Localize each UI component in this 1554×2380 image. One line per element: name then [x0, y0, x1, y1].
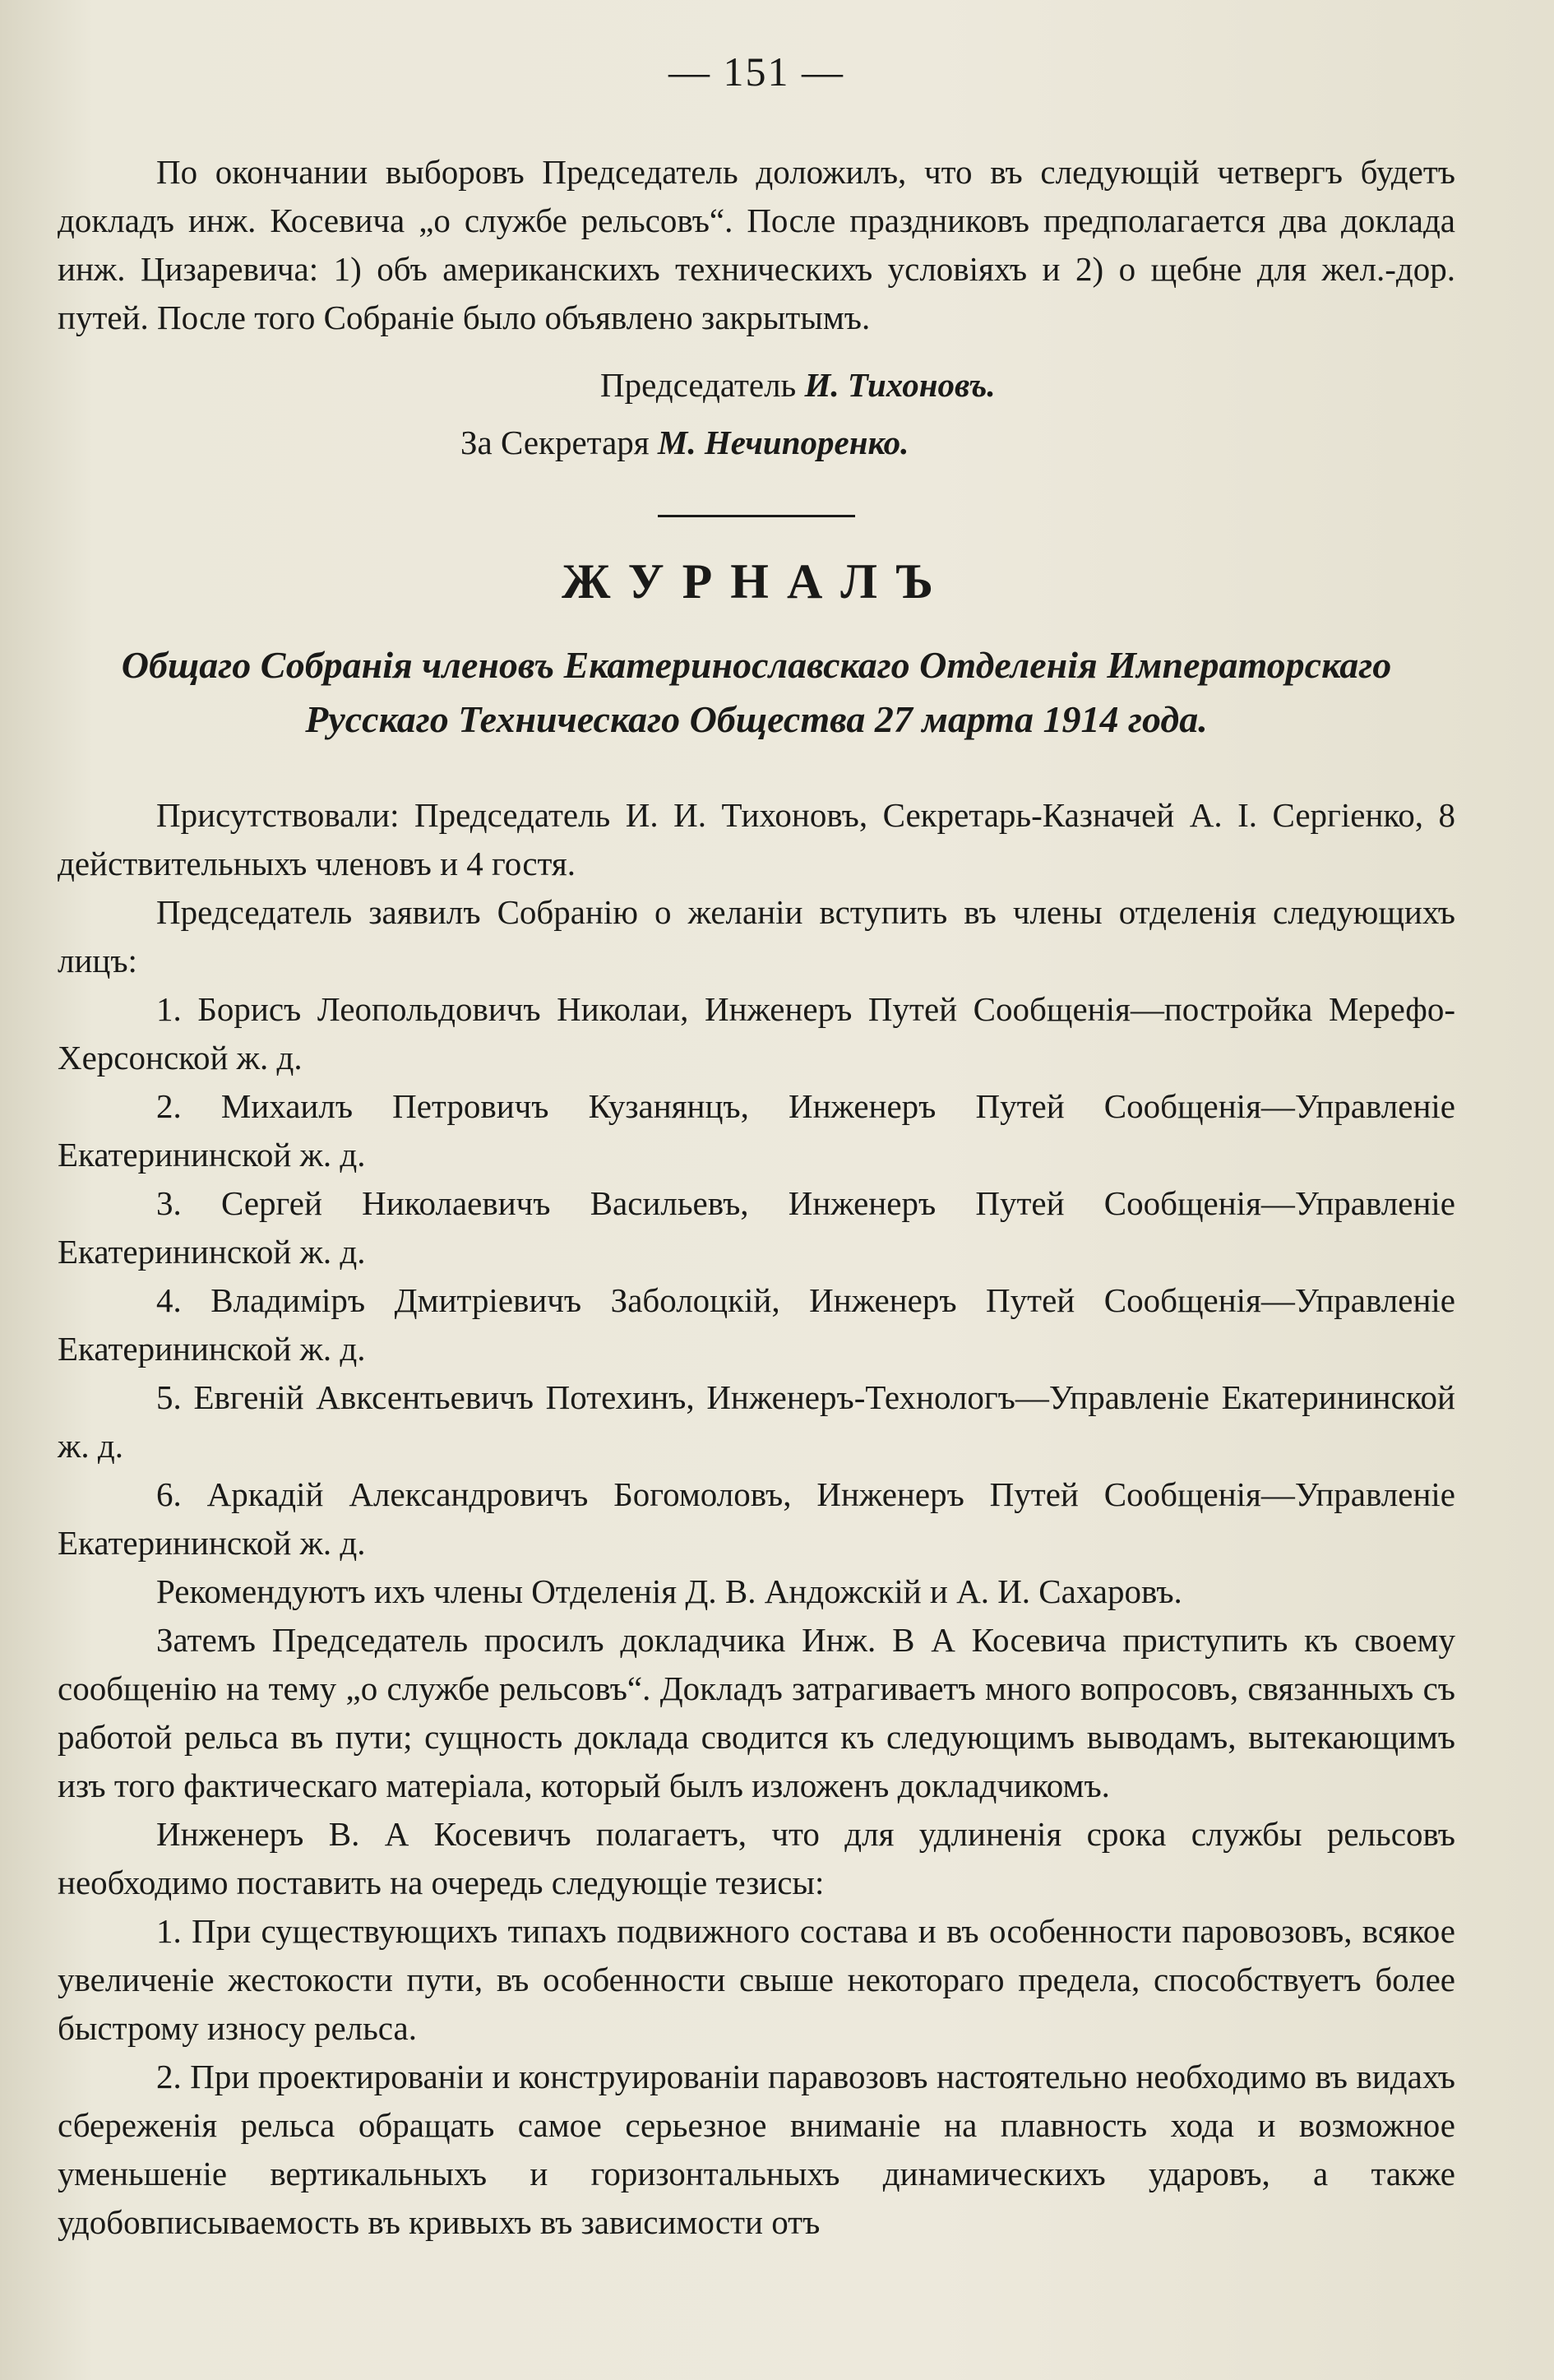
signature-role: Председатель: [600, 366, 797, 404]
list-item: 4. Владиміръ Дмитріевичъ Заболоцкій, Инженеръ Путей Сообщенія—Управленіе Екатерининской ж. д.: [58, 1281, 1455, 1368]
theses-list: [58, 1907, 1455, 2247]
chairman-signature: [58, 360, 1455, 410]
signature-role: За Секретаря: [460, 424, 650, 461]
list-item: 6. Аркадій Александровичъ Богомоловъ, Инженеръ Путей Сообщенія—Управленіе Екатерининской ж. д.: [58, 1475, 1455, 1562]
candidate-list: [58, 985, 1455, 1567]
journal-subtitle: Общаго Собранія членовъ Екатеринославскаго Отделенія Императорскаго Русскаго Техническаго Общества 27 марта 1914 года.: [121, 644, 1392, 740]
section-divider: [658, 515, 855, 517]
theses-intro-paragraph: Инженеръ В. А Косевичъ полагаетъ, что для удлиненія срока службы рельсовъ необходимо поставить на очередь следующіе тезисы:: [58, 1815, 1455, 1901]
recommendation-paragraph: Рекомендуютъ ихъ члены Отделенія Д. В. Андожскій и А. И. Сахаровъ.: [156, 1572, 1182, 1610]
list-item: 1. Борисъ Леопольдовичъ Николаи, Инженеръ Путей Сообщенія—постройка Мерефо-Херсонской ж. д.: [58, 990, 1455, 1077]
list-item: 5. Евгеній Авксентьевичъ Потехинъ, Инженеръ-Технологъ—Управленіе Екатерининской ж. д.: [58, 1378, 1455, 1465]
page-number: — 151 —: [668, 49, 844, 95]
list-item: 2. Михаилъ Петровичъ Кузанянцъ, Инженеръ Путей Сообщенія—Управленіе Екатерининской ж. д.: [58, 1087, 1455, 1174]
secretary-signature: [58, 418, 1455, 467]
report-intro-paragraph: Затемъ Председатель просилъ докладчика Инж. В А Косевича приступить къ своему сообщенію на тему „о службе рельсовъ“. Докладъ затрагиваетъ много вопросовъ, связанныхъ съ работой рельса въ пути; сущность доклада сводится къ следующимъ выводамъ, вытекающимъ изъ того фактическаго матеріала, который былъ изложенъ докладчикомъ.: [58, 1621, 1455, 1804]
closing-paragraph: По окончании выборовъ Председатель доложилъ, что въ следующій четвергъ будетъ докладъ инж. Косевича „о службе рельсовъ“. После праздниковъ предполагается два доклада инж. Цизаревича: 1) объ американскихъ техническихъ условіяхъ и 2) о щебне для жел.-дор. путей. После того Собраніе было объявлено закрытымъ.: [58, 153, 1455, 336]
list-item: 3. Сергей Николаевичъ Васильевъ, Инженеръ Путей Сообщенія—Управленіе Екатерининской ж. д.: [58, 1184, 1455, 1271]
signature-name: И. Тихоновъ.: [804, 366, 996, 404]
announcement-paragraph: Председатель заявилъ Собранію о желаніи вступить въ члены отделенія следующихъ лицъ:: [58, 893, 1455, 979]
signature-name: М. Нечипоренко.: [657, 424, 909, 461]
attendance-paragraph: Присутствовали: Председатель И. И. Тихоновъ, Секретарь-Казначей А. І. Сергіенко, 8 действительныхъ членовъ и 4 гостя.: [58, 796, 1455, 882]
list-item: 1. При существующихъ типахъ подвижного состава и въ особенности паровозовъ, всякое увеличеніе жестокости пути, въ особенности свыше некотораго предела, способствуетъ более быстрому износу рельса.: [58, 1912, 1455, 2047]
journal-title: ЖУРНАЛЪ: [562, 554, 951, 609]
list-item: 2. При проектированіи и конструированіи паравозовъ настоятельно необходимо въ видахъ сбереженія рельса обращать самое серьезное вниманіе на плавность хода и возможное уменьшеніе вертикальныхъ и горизонтальныхъ динамическихъ ударовъ, а также удобовписываемость въ кривыхъ въ зависимости отъ: [58, 2058, 1455, 2241]
